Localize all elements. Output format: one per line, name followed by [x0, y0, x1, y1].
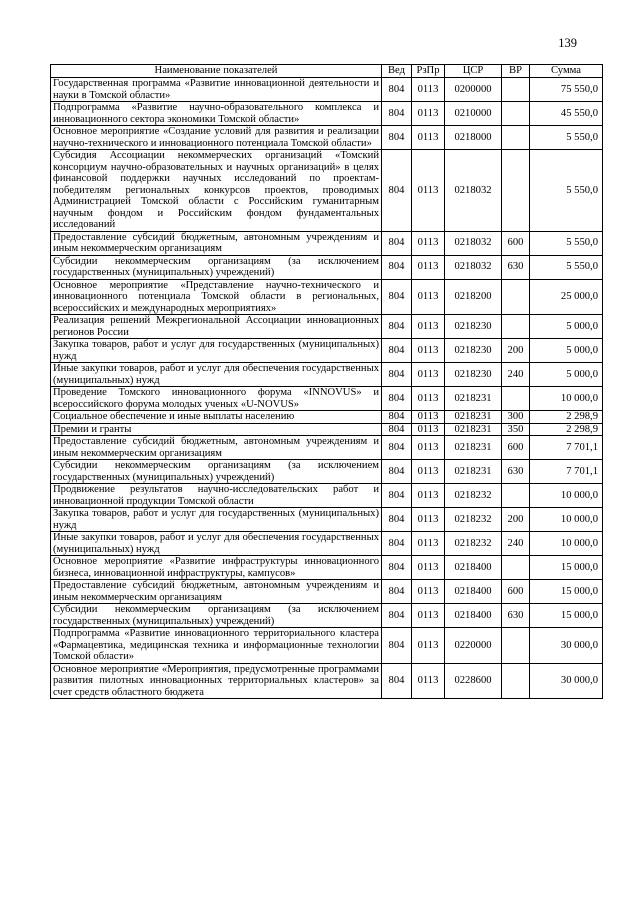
cell-rzpr: 0113 — [412, 231, 445, 255]
table-row — [51, 231, 603, 255]
cell-csr: 0218231 — [445, 423, 502, 436]
cell-sum: 15 000,0 — [530, 556, 603, 580]
cell-sum: 10 000,0 — [530, 484, 603, 508]
cell-rzpr: 0113 — [412, 484, 445, 508]
cell-vr — [502, 150, 530, 232]
cell-ved: 804 — [382, 508, 412, 532]
cell-ved: 804 — [382, 460, 412, 484]
cell-name: Подпрограмма «Развитие научно-образовательного комплекса и инновационного сектора экономики Томской области» — [51, 102, 382, 126]
cell-vr: 600 — [502, 580, 530, 604]
cell-name: Основное мероприятие «Развитие инфраструктуры инновационного бизнеса, инновационной инфраструктуры, кампусов» — [51, 556, 382, 580]
cell-csr: 0218231 — [445, 387, 502, 411]
cell-csr: 0218231 — [445, 460, 502, 484]
cell-vr — [502, 663, 530, 699]
cell-csr: 0218032 — [445, 255, 502, 279]
cell-csr: 0200000 — [445, 78, 502, 102]
table-row — [51, 580, 603, 604]
cell-name: Премии и гранты — [51, 423, 382, 436]
cell-csr: 0218400 — [445, 556, 502, 580]
cell-rzpr: 0113 — [412, 279, 445, 315]
cell-csr: 0228600 — [445, 663, 502, 699]
cell-csr: 0218400 — [445, 604, 502, 628]
cell-name: Субсидии некоммерческим организациям (за исключением государственных (муниципальных) учреждений) — [51, 604, 382, 628]
cell-rzpr: 0113 — [412, 423, 445, 436]
table-row — [51, 363, 603, 387]
cell-rzpr: 0113 — [412, 556, 445, 580]
table-header-row — [51, 65, 603, 78]
cell-sum: 5 000,0 — [530, 339, 603, 363]
cell-vr: 630 — [502, 255, 530, 279]
cell-sum: 30 000,0 — [530, 628, 603, 664]
cell-sum: 30 000,0 — [530, 663, 603, 699]
cell-name: Социальное обеспечение и иные выплаты населению — [51, 411, 382, 424]
cell-name: Реализация решений Межрегиональной Ассоциации инновационных регионов России — [51, 315, 382, 339]
cell-name: Закупка товаров, работ и услуг для государственных (муниципальных) нужд — [51, 508, 382, 532]
table-row — [51, 604, 603, 628]
cell-sum: 5 550,0 — [530, 255, 603, 279]
cell-name: Иные закупки товаров, работ и услуг для обеспечения государственных (муниципальных) нужд — [51, 363, 382, 387]
cell-ved: 804 — [382, 628, 412, 664]
cell-csr: 0218000 — [445, 126, 502, 150]
cell-sum: 45 550,0 — [530, 102, 603, 126]
cell-vr: 240 — [502, 532, 530, 556]
cell-sum: 15 000,0 — [530, 604, 603, 628]
cell-ved: 804 — [382, 231, 412, 255]
cell-name: Предоставление субсидий бюджетным, автономным учреждениям и иным некоммерческим организациям — [51, 231, 382, 255]
cell-rzpr: 0113 — [412, 532, 445, 556]
table-row — [51, 102, 603, 126]
cell-name: Субсидии некоммерческим организациям (за исключением государственных (муниципальных) учреждений) — [51, 460, 382, 484]
cell-rzpr: 0113 — [412, 436, 445, 460]
cell-rzpr: 0113 — [412, 339, 445, 363]
cell-ved: 804 — [382, 339, 412, 363]
cell-name: Подпрограмма «Развитие инновационного территориального кластера «Фармацевтика, медицинская техника и информационные технологии Томской области» — [51, 628, 382, 664]
header-rzpr: РзПр — [412, 65, 445, 78]
cell-rzpr: 0113 — [412, 102, 445, 126]
table-row — [51, 315, 603, 339]
cell-ved: 804 — [382, 363, 412, 387]
cell-sum: 10 000,0 — [530, 532, 603, 556]
table-row — [51, 150, 603, 232]
cell-vr — [502, 102, 530, 126]
cell-rzpr: 0113 — [412, 411, 445, 424]
cell-ved: 804 — [382, 279, 412, 315]
table-row — [51, 126, 603, 150]
cell-rzpr: 0113 — [412, 387, 445, 411]
cell-name: Предоставление субсидий бюджетным, автономным учреждениям и иным некоммерческим организациям — [51, 580, 382, 604]
cell-sum: 10 000,0 — [530, 508, 603, 532]
budget-table — [50, 64, 603, 699]
cell-vr — [502, 556, 530, 580]
table-row — [51, 423, 603, 436]
cell-name: Государственная программа «Развитие инновационной деятельности и науки в Томской области» — [51, 78, 382, 102]
cell-rzpr: 0113 — [412, 604, 445, 628]
cell-sum: 2 298,9 — [530, 423, 603, 436]
page-number: 139 — [558, 36, 577, 50]
table-body — [51, 78, 603, 699]
cell-sum: 25 000,0 — [530, 279, 603, 315]
cell-sum: 7 701,1 — [530, 460, 603, 484]
cell-csr: 0218231 — [445, 411, 502, 424]
table-row — [51, 508, 603, 532]
cell-ved: 804 — [382, 532, 412, 556]
table-row — [51, 484, 603, 508]
cell-sum: 5 000,0 — [530, 363, 603, 387]
cell-ved: 804 — [382, 150, 412, 232]
cell-vr — [502, 484, 530, 508]
header-ved: Вед — [382, 65, 412, 78]
cell-vr: 600 — [502, 436, 530, 460]
cell-name: Основное мероприятие «Представление научно-технического и инновационного потенциала Томской области в региональных, всероссийских и международных мероприятиях» — [51, 279, 382, 315]
cell-vr: 600 — [502, 231, 530, 255]
cell-csr: 0218230 — [445, 363, 502, 387]
table-row — [51, 411, 603, 424]
header-csr: ЦСР — [445, 65, 502, 78]
cell-vr — [502, 279, 530, 315]
cell-vr — [502, 78, 530, 102]
cell-vr: 350 — [502, 423, 530, 436]
header-name: Наименование показателей — [51, 65, 382, 78]
cell-ved: 804 — [382, 423, 412, 436]
cell-rzpr: 0113 — [412, 78, 445, 102]
table-row — [51, 628, 603, 664]
cell-vr: 630 — [502, 460, 530, 484]
cell-ved: 804 — [382, 411, 412, 424]
table-row — [51, 436, 603, 460]
cell-vr — [502, 315, 530, 339]
table-row — [51, 78, 603, 102]
table-row — [51, 255, 603, 279]
cell-ved: 804 — [382, 315, 412, 339]
cell-name: Субсидии некоммерческим организациям (за исключением государственных (муниципальных) учреждений) — [51, 255, 382, 279]
cell-ved: 804 — [382, 604, 412, 628]
cell-rzpr: 0113 — [412, 460, 445, 484]
cell-csr: 0218230 — [445, 315, 502, 339]
cell-ved: 804 — [382, 102, 412, 126]
cell-ved: 804 — [382, 255, 412, 279]
table-row — [51, 460, 603, 484]
cell-rzpr: 0113 — [412, 663, 445, 699]
cell-ved: 804 — [382, 580, 412, 604]
cell-rzpr: 0113 — [412, 126, 445, 150]
table-row — [51, 387, 603, 411]
table-row — [51, 532, 603, 556]
cell-csr: 0218232 — [445, 508, 502, 532]
cell-name: Субсидия Ассоциации некоммерческих организаций «Томский консорциум научно-образовательных и научных организаций» в целях финансовой поддержки научных исследований по проектам-победителям региональных конкурсов проектов, проводимых Администрацией Томской области с Российским гуманитарным научным фондом и Российским фондом фундаментальных исследований — [51, 150, 382, 232]
table-row — [51, 663, 603, 699]
cell-csr: 0218230 — [445, 339, 502, 363]
cell-rzpr: 0113 — [412, 363, 445, 387]
cell-sum: 5 550,0 — [530, 126, 603, 150]
cell-csr: 0218200 — [445, 279, 502, 315]
cell-sum: 2 298,9 — [530, 411, 603, 424]
cell-vr — [502, 387, 530, 411]
cell-sum: 15 000,0 — [530, 580, 603, 604]
cell-vr: 200 — [502, 508, 530, 532]
cell-sum: 7 701,1 — [530, 436, 603, 460]
cell-csr: 0218400 — [445, 580, 502, 604]
cell-ved: 804 — [382, 436, 412, 460]
cell-vr: 200 — [502, 339, 530, 363]
header-sum: Сумма — [530, 65, 603, 78]
cell-csr: 0218232 — [445, 532, 502, 556]
cell-sum: 5 550,0 — [530, 150, 603, 232]
cell-ved: 804 — [382, 78, 412, 102]
cell-vr: 240 — [502, 363, 530, 387]
cell-csr: 0218232 — [445, 484, 502, 508]
cell-sum: 5 000,0 — [530, 315, 603, 339]
cell-vr — [502, 126, 530, 150]
cell-csr: 0218231 — [445, 436, 502, 460]
cell-csr: 0218032 — [445, 231, 502, 255]
cell-csr: 0210000 — [445, 102, 502, 126]
cell-vr — [502, 628, 530, 664]
cell-ved: 804 — [382, 387, 412, 411]
cell-name: Иные закупки товаров, работ и услуг для обеспечения государственных (муниципальных) нужд — [51, 532, 382, 556]
cell-name: Закупка товаров, работ и услуг для государственных (муниципальных) нужд — [51, 339, 382, 363]
cell-csr: 0218032 — [445, 150, 502, 232]
cell-sum: 10 000,0 — [530, 387, 603, 411]
cell-ved: 804 — [382, 484, 412, 508]
cell-vr: 630 — [502, 604, 530, 628]
cell-name: Основное мероприятие «Мероприятия, предусмотренные программами развития пилотных инновационных территориальных кластеров» за счет средств областного бюджета — [51, 663, 382, 699]
header-vr: ВР — [502, 65, 530, 78]
cell-rzpr: 0113 — [412, 508, 445, 532]
cell-rzpr: 0113 — [412, 150, 445, 232]
cell-sum: 75 550,0 — [530, 78, 603, 102]
cell-vr: 300 — [502, 411, 530, 424]
cell-name: Предоставление субсидий бюджетным, автономным учреждениям и иным некоммерческим организациям — [51, 436, 382, 460]
table-row — [51, 556, 603, 580]
cell-name: Проведение Томского инновационного форума «INNOVUS» и всероссийского форума молодых ученых «U-NOVUS» — [51, 387, 382, 411]
cell-rzpr: 0113 — [412, 628, 445, 664]
cell-rzpr: 0113 — [412, 255, 445, 279]
cell-name: Продвижение результатов научно-исследовательских работ и инновационной продукции Томской области — [51, 484, 382, 508]
table-row — [51, 339, 603, 363]
cell-rzpr: 0113 — [412, 580, 445, 604]
cell-ved: 804 — [382, 126, 412, 150]
cell-rzpr: 0113 — [412, 315, 445, 339]
table-row — [51, 279, 603, 315]
cell-name: Основное мероприятие «Создание условий для развития и реализации научно-технического и инновационного потенциала Томской области» — [51, 126, 382, 150]
cell-ved: 804 — [382, 663, 412, 699]
cell-csr: 0220000 — [445, 628, 502, 664]
cell-ved: 804 — [382, 556, 412, 580]
cell-sum: 5 550,0 — [530, 231, 603, 255]
